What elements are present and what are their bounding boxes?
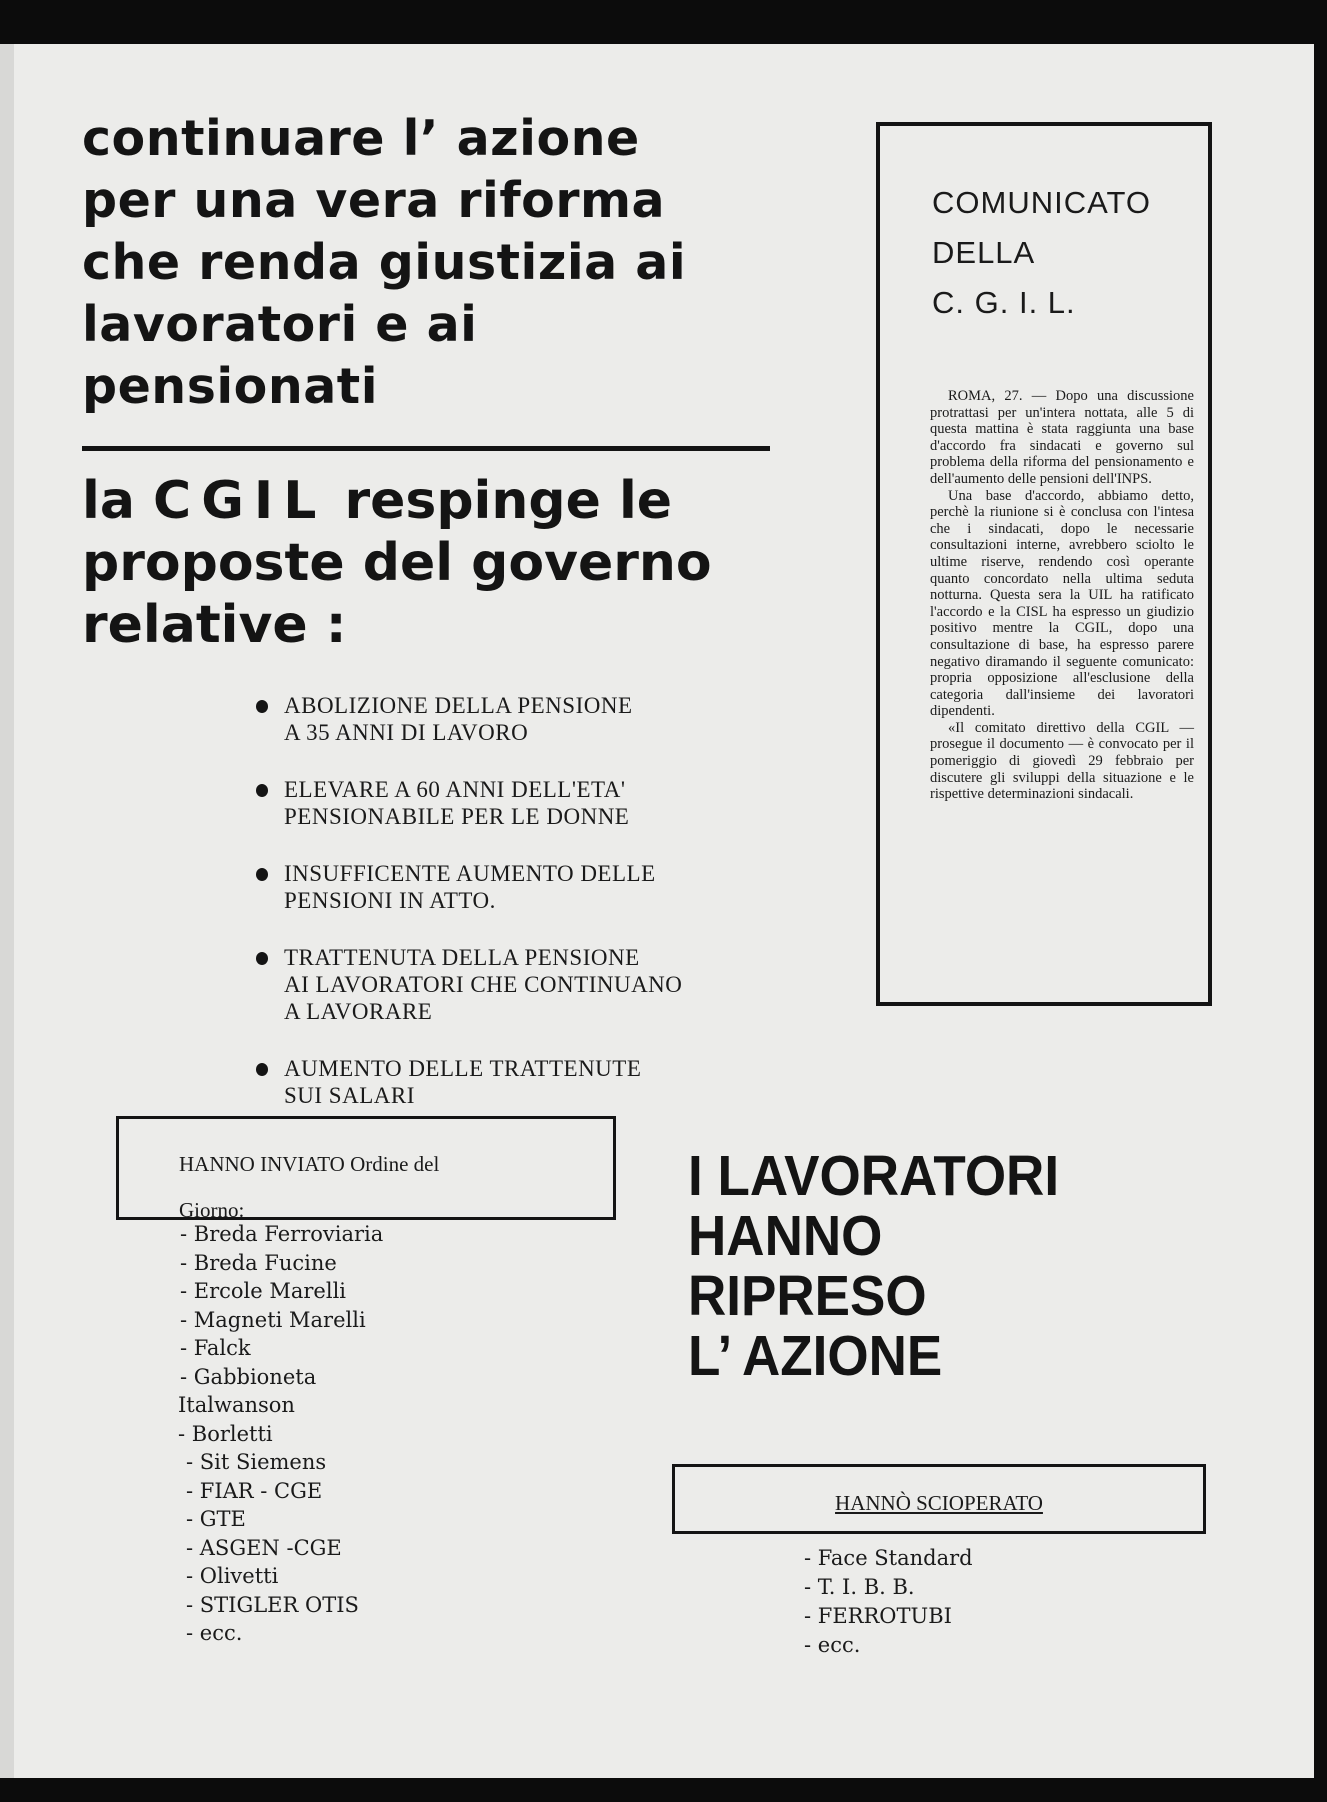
list-item: - FIAR - CGE xyxy=(186,1478,323,1503)
strike-companies-list xyxy=(804,1544,973,1660)
headline2-part1: la xyxy=(82,471,154,531)
secondary-headline xyxy=(82,470,782,656)
bullet-icon xyxy=(256,1063,268,1076)
list-item: - GTE xyxy=(186,1507,246,1531)
headline2-cgil: CGIL xyxy=(153,471,327,531)
point-line: PENSIONI IN ATTO. xyxy=(284,888,496,913)
lavoratori-headline xyxy=(688,1146,1209,1386)
headline-line: lavoratori e ai xyxy=(82,296,478,353)
point-item xyxy=(252,776,772,830)
point-item xyxy=(252,692,772,746)
bullet-icon xyxy=(256,700,268,713)
point-line: AUMENTO DELLE TRATTENUTE xyxy=(284,1056,642,1081)
headline2-part2: respinge le xyxy=(326,471,673,531)
comunicato-title-line: COMUNICATO xyxy=(932,185,1151,220)
comunicato-body xyxy=(930,388,1194,803)
point-item xyxy=(252,1055,772,1109)
scioperato-title xyxy=(675,1491,1203,1516)
bullet-icon xyxy=(256,784,268,797)
main-headline xyxy=(82,108,782,418)
point-line: PENSIONABILE PER LE DONNE xyxy=(284,804,630,829)
headline2-line2: proposte del governo xyxy=(82,533,712,593)
list-item: - Ercole Marelli xyxy=(180,1279,347,1303)
point-line: INSUFFICENTE AUMENTO DELLE xyxy=(284,861,656,886)
list-item: - Face Standard xyxy=(804,1546,973,1570)
list-item: - Magneti Marelli xyxy=(180,1307,366,1332)
point-line: TRATTENUTA DELLA PENSIONE xyxy=(284,945,640,970)
headline3-line: I LAVORATORI xyxy=(688,1144,1060,1208)
point-line: A 35 ANNI DI LAVORO xyxy=(284,720,529,745)
headline-line: continuare l’ azione xyxy=(82,110,640,167)
headline-line: pensionati xyxy=(82,358,378,415)
comunicato-title xyxy=(932,178,1192,328)
bullet-icon xyxy=(256,952,268,965)
list-item: - STIGLER OTIS xyxy=(186,1592,359,1617)
headline3-line: RIPRESO xyxy=(688,1264,927,1328)
list-item: - Borletti xyxy=(178,1421,273,1446)
headline3-line: HANNO xyxy=(688,1204,883,1268)
scan-border xyxy=(1317,44,1327,1778)
headline2-line3: relative : xyxy=(82,595,347,655)
point-item xyxy=(252,860,772,914)
list-item: - FERROTUBI xyxy=(804,1604,952,1628)
list-item: - Sit Siemens xyxy=(186,1450,327,1474)
comunicato-paragraph: ROMA, 27. — Dopo una discussione protrattasi per un'intera nottata, alle 5 di questa mattina è stata raggiunta una base d'accordo fra sindacati e governo sul problema della riforma del pensionamento e dell'aumento delle pensioni dell'INPS. xyxy=(930,388,1194,487)
companies-list xyxy=(180,1220,383,1648)
point-line: SUI SALARI xyxy=(284,1083,415,1108)
divider-rule xyxy=(82,446,770,451)
list-item: - Falck xyxy=(180,1336,251,1360)
headline-line: per una vera riforma xyxy=(82,172,666,229)
point-line: ABOLIZIONE DELLA PENSIONE xyxy=(284,693,633,718)
list-item: - Olivetti xyxy=(186,1564,279,1588)
list-item: - T. I. B. B. xyxy=(804,1575,915,1599)
ordine-del-giorno-box xyxy=(116,1116,616,1220)
list-item: - Breda Fucine xyxy=(180,1250,337,1275)
comunicato-paragraph: «Il comitato direttivo della CGIL — prosegue il documento — è convocato per il pomeriggio di giovedì 29 febbraio per discutere gli sviluppi della situazione e le rispettive determinazioni sindacali. xyxy=(930,719,1194,803)
point-item xyxy=(252,944,772,1025)
headline-line: che renda giustizia ai xyxy=(82,234,687,291)
comunicato-paragraph: Una base d'accordo, abbiamo detto, perchè la riunione si è conclusa con l'intesa che i sindacati, dopo le necessarie consultazioni interne, avrebbero sciolto le ultime riserve, rendendo così operante quanto concordato nella ultima seduta notturna. Questa sera la UIL ha ratificato l'accordo e la CISL ha espresso un giudizio positivo mentre la CGIL, dopo una consultazione di base, ha espresso parere negativo diramando il seguente comunicato: propria opposizione all'esclusione della categoria dall'insieme dei lavoratori dipendenti. xyxy=(930,487,1194,720)
comunicato-title-line: C. G. I. L. xyxy=(932,285,1076,320)
comunicato-title-line: DELLA xyxy=(932,235,1036,270)
scioperato-box xyxy=(672,1464,1206,1534)
point-line: A LAVORARE xyxy=(284,999,433,1024)
bullet-icon xyxy=(256,868,268,881)
box-title-line2: Giorno: xyxy=(179,1198,245,1222)
page-edge xyxy=(0,44,14,1778)
list-item: Italwanson xyxy=(178,1393,295,1417)
list-item: - Breda Ferroviaria xyxy=(180,1222,384,1246)
box-title-line1: HANNO INVIATO Ordine del xyxy=(179,1152,440,1176)
list-item: - ecc. xyxy=(186,1621,243,1645)
rejected-points-list xyxy=(252,692,772,1139)
headline3-line: L’ AZIONE xyxy=(688,1324,943,1388)
comunicato-box xyxy=(876,122,1212,1006)
list-item: - Gabbioneta xyxy=(180,1364,317,1389)
scioperato-title-text: HANNÒ SCIOPERATO xyxy=(835,1491,1043,1515)
point-line: AI LAVORATORI CHE CONTINUANO xyxy=(284,972,683,997)
list-item: - ASGEN -CGE xyxy=(186,1535,342,1560)
list-item: - ecc. xyxy=(804,1633,861,1657)
point-line: ELEVARE A 60 ANNI DELL'ETA' xyxy=(284,777,626,802)
